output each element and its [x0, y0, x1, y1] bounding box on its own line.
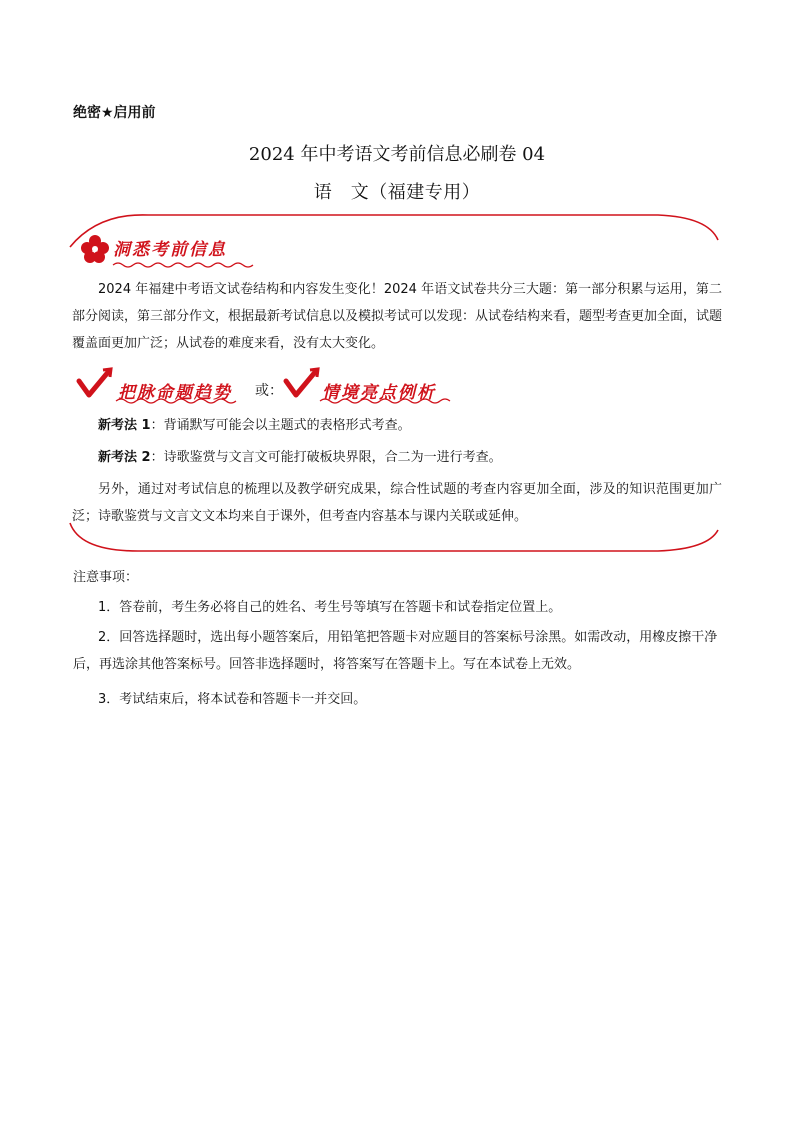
- flower-icon: [80, 234, 110, 264]
- banner-case: 情境亮点例析: [322, 383, 436, 403]
- page-title: 2024 年中考语文考前信息必刷卷 04: [248, 144, 546, 165]
- page-subtitle: 语 文（福建专用）: [313, 182, 481, 203]
- or-label: 或：: [255, 383, 283, 399]
- checkmark-arrow-icon: [75, 367, 115, 399]
- method-2: [98, 446, 502, 465]
- method-1-text: ：背诵默写可能会以主题式的表格形式考查。: [150, 418, 411, 433]
- method-1-label: 新考法 1: [98, 418, 151, 433]
- checkmark-arrow-icon: [282, 367, 322, 399]
- intro-paragraph: 2024 年福建中考语文试卷结构和内容发生变化！2024 年语文试卷共分三大题：第一部分积累与运用，第二部分阅读，第三部分作文，根据最新考试信息以及模拟考试可以发现：从试卷结构来看，题型考查更加全面，试题覆盖面更加广泛；从试卷的难度来看，没有太大变化。: [72, 282, 723, 351]
- method-1: [98, 414, 411, 433]
- method-2-label: 新考法 2: [98, 450, 151, 465]
- banner-insight: 洞悉考前信息: [113, 240, 227, 260]
- notes-title: 注意事项：: [73, 570, 139, 585]
- confidential-label: 绝密★启用前: [73, 105, 156, 121]
- note-item: 2．回答选择题时，选出每小题答案后，用铅笔把答题卡对应题目的答案标号涂黑。如需改动，用橡皮擦干净后，再选涂其他答案标号。回答非选择题时，将答案写在答题卡上。写在本试卷上无效。: [73, 630, 718, 672]
- method-2-text: ：诗歌鉴赏与文言文可能打破板块界限，合二为一进行考查。: [150, 450, 502, 465]
- extra-paragraph: 另外，通过对考试信息的梳理以及教学研究成果，综合性试题的考查内容更加全面，涉及的知识范围更加广泛；诗歌鉴赏与文言文文本均来自于课外，但考查内容基本与课内关联或延伸。: [72, 482, 722, 524]
- banner-trend: 把脉命题趋势: [118, 383, 232, 403]
- note-item: 1．答卷前，考生务必将自己的姓名、考生号等填写在答题卡和试卷指定位置上。: [98, 600, 562, 615]
- note-item: 3．考试结束后，将本试卷和答题卡一并交回。: [98, 692, 367, 707]
